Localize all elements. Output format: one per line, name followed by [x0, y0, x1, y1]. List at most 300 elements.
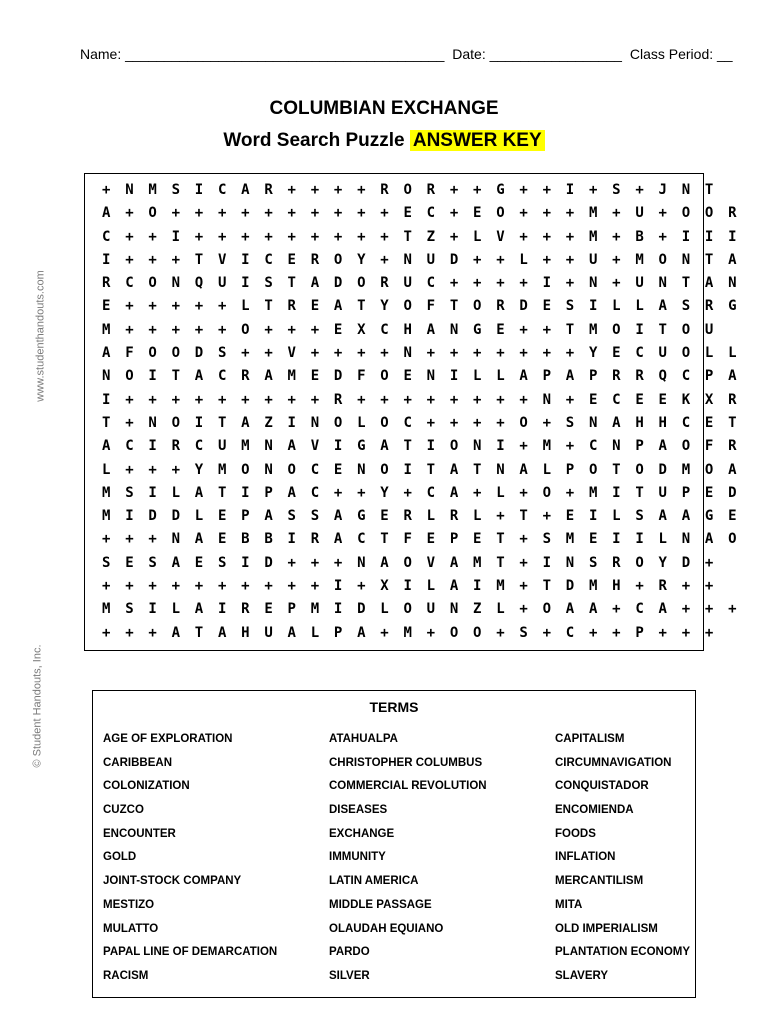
grid-cell: I [473, 578, 482, 595]
grid-cell: N [473, 438, 482, 455]
grid-cell: I [102, 391, 111, 408]
term-item: JOINT-STOCK COMPANY [103, 875, 242, 888]
grid-cell: + [125, 321, 134, 338]
grid-cell: E [287, 251, 296, 268]
grid-cell: N [565, 554, 575, 571]
grid-cell: O [473, 298, 482, 315]
term-item: MULATTO [103, 922, 159, 935]
grid-cell: + [681, 578, 691, 595]
grid-cell: O [635, 554, 644, 571]
grid-cell: I [403, 461, 412, 478]
grid-cell: B [241, 531, 250, 548]
grid-cell: E [264, 601, 273, 618]
grid-row [102, 249, 751, 272]
grid-cell: T [635, 484, 644, 501]
grid-cell: S [588, 554, 598, 571]
grid-cell: + [496, 414, 505, 431]
subtitle-prefix: Word Search Puzzle [223, 130, 410, 151]
grid-cell: S [171, 182, 180, 198]
grid-cell: M [102, 321, 111, 338]
grid-cell: + [148, 298, 157, 315]
grid-cell: + [519, 554, 528, 571]
grid-row [102, 575, 751, 598]
grid-cell: P [565, 461, 575, 478]
grid-cell: I [496, 438, 505, 455]
grid-cell: + [496, 345, 505, 362]
page-subtitle [0, 130, 768, 152]
grid-cell: O [380, 414, 389, 431]
grid-cell: + [148, 321, 157, 338]
grid-cell: F [125, 345, 134, 362]
grid-cell: I [194, 182, 204, 198]
grid-cell: C [635, 601, 644, 618]
grid-cell: I [612, 484, 621, 501]
grid-cell: + [171, 205, 180, 222]
grid-cell: + [357, 228, 366, 245]
grid-cell: A [241, 414, 250, 431]
grid-cell: C [612, 391, 621, 408]
grid-row [102, 202, 751, 225]
grid-cell: A [171, 554, 180, 571]
grid-cell: + [264, 345, 273, 362]
grid-cell: L [426, 508, 436, 525]
grid-cell: V [426, 554, 436, 571]
grid-cell: + [542, 228, 551, 245]
grid-cell: A [704, 531, 714, 548]
terms-column-1 [103, 732, 277, 993]
grid-cell: E [473, 205, 482, 222]
grid-cell: + [264, 391, 273, 408]
grid-cell: L [496, 368, 505, 385]
word-search-grid [102, 179, 751, 645]
grid-cell: R [241, 601, 250, 618]
grid-cell: T [519, 508, 528, 525]
grid-cell: + [125, 228, 134, 245]
grid-cell: R [333, 391, 343, 408]
term-item: OLD IMPERIALISM [555, 922, 658, 935]
grid-cell: + [148, 578, 157, 595]
term-item: PARDO [329, 946, 370, 959]
grid-cell: R [449, 508, 459, 525]
grid-cell: O [380, 368, 389, 385]
grid-cell: + [333, 484, 343, 501]
grid-cell: A [102, 205, 111, 222]
term-item: CUZCO [103, 804, 144, 817]
grid-cell: T [496, 531, 505, 548]
grid-row [102, 552, 751, 575]
term-item: CONQUISTADOR [555, 780, 649, 793]
name-field-label[interactable]: Name: _________________________________________ [80, 46, 445, 62]
grid-cell: N [612, 438, 621, 455]
grid-cell: J [658, 182, 667, 198]
grid-cell: + [217, 298, 227, 315]
grid-row [102, 272, 751, 295]
grid-cell: N [357, 461, 366, 478]
grid-cell: B [635, 228, 644, 245]
grid-cell: L [496, 484, 505, 501]
grid-cell: + [148, 624, 157, 641]
grid-cell: E [704, 414, 714, 431]
grid-cell: + [194, 578, 204, 595]
grid-cell: Y [194, 461, 204, 478]
grid-row [102, 505, 751, 528]
grid-cell: G [357, 508, 366, 525]
grid-cell: U [635, 275, 644, 292]
grid-cell: T [217, 414, 227, 431]
grid-cell: D [519, 298, 528, 315]
grid-cell: + [635, 578, 644, 595]
grid-cell: A [333, 508, 343, 525]
grid-cell: R [612, 554, 621, 571]
grid-cell: A [264, 508, 273, 525]
grid-cell: X [704, 391, 714, 408]
term-item: CARIBBEAN [103, 756, 172, 769]
grid-cell: G [473, 321, 482, 338]
grid-cell: + [148, 531, 157, 548]
term-item: AGE OF EXPLORATION [103, 733, 233, 745]
terms-heading: TERMS [369, 699, 419, 715]
grid-cell: L [171, 484, 180, 501]
term-item: SILVER [329, 969, 370, 982]
grid-cell: V [496, 228, 505, 245]
grid-cell: + [473, 484, 482, 501]
grid-cell: R [496, 298, 505, 315]
grid-cell: C [681, 368, 691, 385]
grid-cell: E [565, 508, 575, 525]
grid-cell: O [612, 321, 621, 338]
grid-cell: I [125, 508, 134, 525]
grid-cell: T [612, 461, 621, 478]
grid-cell: + [264, 578, 273, 595]
grid-cell: A [217, 624, 227, 641]
grid-cell: O [681, 345, 691, 362]
grid-cell: N [542, 391, 551, 408]
grid-cell: L [102, 461, 111, 478]
term-item: MIDDLE PASSAGE [329, 898, 432, 911]
grid-cell: P [681, 484, 691, 501]
grid-cell: A [449, 578, 459, 595]
grid-cell: D [333, 275, 343, 292]
grid-cell: O [704, 461, 714, 478]
grid-cell: O [171, 345, 180, 362]
grid-cell: + [333, 345, 343, 362]
grid-cell: C [310, 461, 320, 478]
term-item: COLONIZATION [103, 780, 190, 793]
grid-cell: + [380, 228, 389, 245]
grid-cell: + [496, 251, 505, 268]
grid-cell: N [403, 251, 412, 268]
grid-cell: I [148, 438, 157, 455]
grid-cell: N [310, 414, 320, 431]
grid-cell: + [542, 508, 551, 525]
grid-cell: M [588, 205, 598, 222]
grid-cell: U [217, 438, 227, 455]
grid-cell: + [241, 391, 250, 408]
grid-cell: L [612, 508, 621, 525]
grid-cell: D [357, 601, 366, 618]
grid-cell: U [588, 251, 598, 268]
grid-cell: T [496, 554, 505, 571]
grid-row [102, 226, 751, 249]
grid-cell: O [681, 321, 691, 338]
grid-cell: S [612, 182, 621, 198]
grid-cell: E [612, 345, 621, 362]
grid-cell: O [403, 601, 412, 618]
grid-cell: N [449, 321, 459, 338]
term-item: ATAHUALPA [329, 733, 398, 745]
grid-cell: A [519, 368, 528, 385]
grid-cell: O [681, 438, 691, 455]
grid-cell: N [496, 461, 505, 478]
grid-cell: + [148, 461, 157, 478]
grid-cell: + [473, 345, 482, 362]
grid-cell: U [217, 275, 227, 292]
grid-cell: + [449, 275, 459, 292]
grid-cell: S [125, 484, 134, 501]
grid-cell: P [241, 508, 250, 525]
grid-cell: M [588, 321, 598, 338]
grid-cell: N [264, 461, 273, 478]
grid-cell: + [565, 438, 575, 455]
grid-cell: + [287, 182, 296, 198]
grid-cell: R [102, 275, 111, 292]
date-field-label[interactable]: Date: _________________ [452, 46, 622, 62]
grid-cell: A [171, 624, 180, 641]
grid-cell: I [148, 601, 157, 618]
grid-cell: + [519, 321, 528, 338]
grid-cell: Y [588, 345, 598, 362]
grid-cell: T [449, 298, 459, 315]
grid-cell: T [357, 298, 366, 315]
grid-cell: A [194, 484, 204, 501]
term-item: MERCANTILISM [555, 875, 644, 888]
grid-cell: + [403, 484, 412, 501]
grid-cell: A [426, 321, 436, 338]
grid-cell: P [287, 601, 296, 618]
grid-cell: I [588, 508, 598, 525]
grid-cell: M [148, 182, 157, 198]
grid-cell: I [612, 531, 621, 548]
grid-cell: P [588, 368, 598, 385]
grid-cell: + [171, 251, 180, 268]
grid-cell: A [310, 275, 320, 292]
term-item: MESTIZO [103, 898, 155, 911]
grid-cell: R [310, 531, 320, 548]
grid-cell: I [449, 368, 459, 385]
grid-cell: + [519, 531, 528, 548]
grid-cell: C [102, 228, 111, 245]
grid-cell: + [125, 205, 134, 222]
grid-cell: R [658, 578, 667, 595]
grid-cell: E [588, 531, 598, 548]
grid-cell: U [426, 251, 436, 268]
grid-cell: S [125, 601, 134, 618]
grid-cell: T [380, 531, 389, 548]
grid-cell: U [403, 275, 412, 292]
grid-cell: + [519, 601, 528, 618]
terms-box [92, 690, 696, 998]
grid-cell: A [588, 601, 598, 618]
grid-cell: I [426, 438, 436, 455]
grid-cell: N [681, 182, 691, 198]
grid-cell: + [426, 391, 436, 408]
grid-cell: M [102, 508, 111, 525]
grid-cell: + [565, 345, 575, 362]
grid-cell: N [588, 414, 598, 431]
grid-cell: L [473, 228, 482, 245]
grid-cell: I [635, 531, 644, 548]
grid-cell: X [357, 321, 366, 338]
grid-cell: P [704, 368, 714, 385]
grid-cell: S [148, 554, 157, 571]
grid-cell: O [125, 368, 134, 385]
grid-cell: + [681, 624, 691, 641]
grid-cell: R [241, 368, 250, 385]
grid-cell: A [658, 601, 667, 618]
grid-cell: X [380, 578, 389, 595]
grid-cell: + [658, 228, 667, 245]
grid-cell: E [496, 321, 505, 338]
grid-cell: + [519, 438, 528, 455]
grid-row [102, 528, 751, 551]
grid-cell: U [264, 624, 273, 641]
term-item: ENCOMIENDA [555, 804, 634, 817]
grid-cell: O [542, 601, 551, 618]
grid-cell: + [102, 578, 111, 595]
grid-cell: + [426, 624, 436, 641]
side-url-text: www.studenthandouts.com [34, 270, 47, 402]
grid-cell: A [681, 508, 691, 525]
grid-cell: F [704, 438, 714, 455]
grid-cell: R [380, 182, 389, 198]
grid-cell: A [380, 554, 389, 571]
term-item: GOLD [103, 851, 137, 864]
grid-cell: + [217, 228, 227, 245]
grid-cell: M [635, 251, 644, 268]
grid-cell: A [287, 624, 296, 641]
grid-cell: Q [658, 368, 667, 385]
grid-cell: R [287, 298, 296, 315]
grid-cell: I [241, 554, 250, 571]
grid-cell: N [125, 182, 134, 198]
grid-cell: S [565, 298, 575, 315]
grid-cell: O [658, 251, 667, 268]
side-copyright-text: © Student Handouts, Inc. [31, 644, 44, 768]
grid-cell: D [264, 554, 273, 571]
grid-cell: E [194, 554, 204, 571]
grid-cell: + [194, 228, 204, 245]
class-period-field-label[interactable]: Class Period: __ [629, 46, 733, 62]
grid-cell: O [357, 275, 366, 292]
grid-cell: + [565, 391, 575, 408]
term-item: EXCHANGE [329, 827, 395, 840]
grid-cell: A [333, 531, 343, 548]
grid-cell: A [565, 368, 575, 385]
grid-cell: + [357, 391, 366, 408]
grid-cell: M [565, 531, 575, 548]
grid-cell: + [241, 228, 250, 245]
grid-cell: I [287, 531, 296, 548]
grid-cell: S [635, 508, 644, 525]
grid-cell: O [473, 624, 482, 641]
grid-cell: P [635, 624, 644, 641]
answer-key-highlight: ANSWER KEY [410, 130, 545, 151]
term-item: OLAUDAH EQUIANO [329, 922, 444, 935]
grid-cell: K [681, 391, 691, 408]
grid-cell: M [287, 368, 296, 385]
grid-cell: A [612, 414, 621, 431]
term-item: DISEASES [329, 804, 388, 817]
grid-cell: R [380, 275, 389, 292]
grid-cell: L [380, 601, 389, 618]
grid-cell: O [588, 461, 598, 478]
grid-cell: + [542, 182, 551, 198]
grid-cell: I [171, 228, 180, 245]
grid-cell: + [473, 251, 482, 268]
grid-cell: + [148, 228, 157, 245]
grid-cell: + [565, 205, 575, 222]
grid-cell: E [728, 508, 737, 525]
grid-cell: C [426, 275, 436, 292]
grid-cell: M [473, 554, 482, 571]
grid-cell: O [704, 205, 714, 222]
grid-cell: R [171, 438, 180, 455]
grid-cell: I [148, 368, 157, 385]
grid-cell: + [310, 182, 320, 198]
grid-cell: + [241, 345, 250, 362]
grid-cell: C [426, 205, 436, 222]
grid-cell: + [704, 601, 714, 618]
grid-cell: A [333, 298, 343, 315]
grid-cell: L [357, 414, 366, 431]
grid-cell: + [519, 578, 528, 595]
grid-cell: N [171, 275, 180, 292]
grid-cell: E [310, 368, 320, 385]
grid-cell: I [704, 228, 714, 245]
grid-cell: + [612, 205, 621, 222]
grid-cell: T [704, 182, 714, 198]
grid-row [102, 412, 751, 435]
grid-cell: E [310, 298, 320, 315]
grid-cell: I [728, 228, 737, 245]
grid-cell: H [612, 578, 621, 595]
grid-cell: P [542, 368, 551, 385]
grid-row [102, 459, 751, 482]
grid-cell: + [519, 345, 528, 362]
grid-cell: N [403, 345, 412, 362]
grid-cell: R [403, 508, 412, 525]
grid-cell: L [658, 531, 667, 548]
grid-cell: A [241, 182, 250, 198]
grid-cell: C [125, 275, 134, 292]
page-title: COLUMBIAN EXCHANGE [269, 98, 499, 119]
grid-cell: G [496, 182, 505, 198]
grid-cell: + [310, 321, 320, 338]
grid-cell: U [426, 601, 436, 618]
grid-cell: + [449, 345, 459, 362]
grid-cell: + [125, 624, 134, 641]
grid-cell: A [194, 601, 204, 618]
grid-cell: O [171, 414, 180, 431]
grid-cell: + [542, 624, 551, 641]
grid-cell: O [635, 461, 644, 478]
grid-cell: M [588, 578, 598, 595]
grid-cell: M [681, 461, 691, 478]
grid-cell: E [102, 298, 111, 315]
grid-cell: S [565, 414, 575, 431]
grid-cell: A [449, 461, 459, 478]
grid-cell: + [333, 205, 343, 222]
